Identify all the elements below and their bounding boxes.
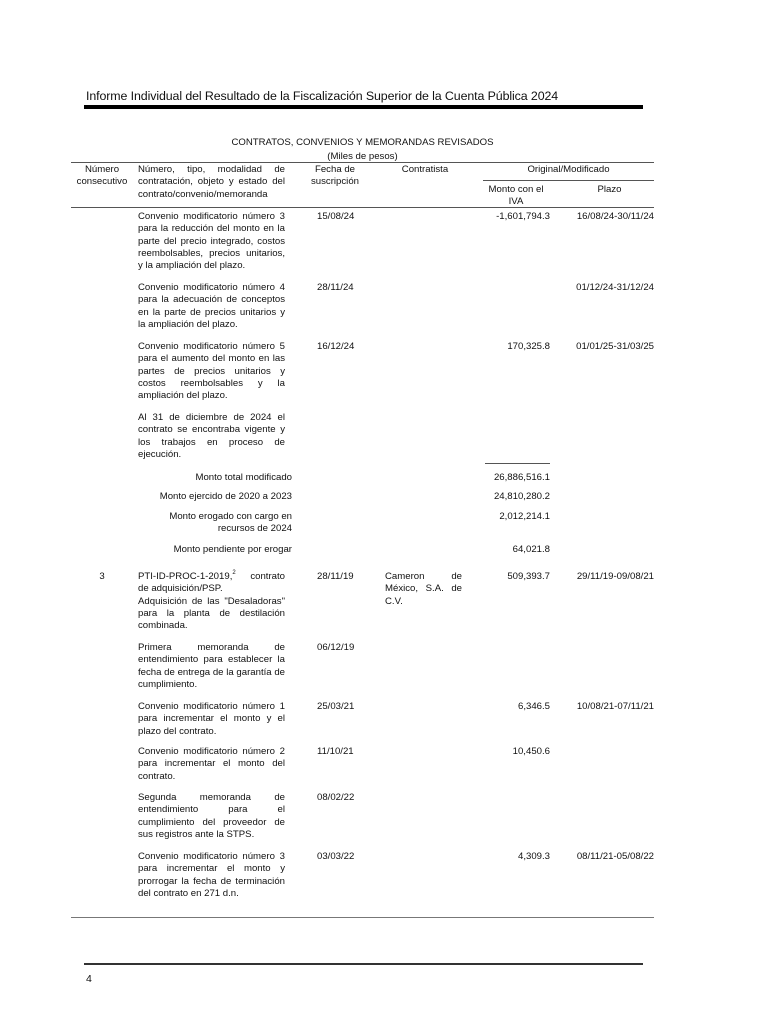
row-fecha: 08/02/22: [317, 792, 355, 803]
header-divider: [84, 105, 643, 109]
row-descripcion: [138, 571, 285, 632]
row-plazo: 01/01/25-31/03/25: [576, 341, 654, 352]
row-numero-consecutivo: 3: [99, 571, 105, 582]
total-monto: 64,021.8: [512, 544, 550, 555]
row-descripcion: Convenio modificatorio número 3 para incrementar el monto y prorrogar la fecha de terminación del contrato en 271 d.n.: [138, 851, 285, 899]
total-label: Monto erogado con cargo en recursos de 2024: [169, 511, 292, 535]
row-descripcion: Convenio modificatorio número 3 para la reducción del monto en la parte del precio integrado, costos reembolsables, precios unitarios, y la ampliación del plazo.: [138, 211, 285, 272]
row-plazo: 29/11/19-09/08/21: [576, 571, 654, 582]
row-fecha: 28/11/19: [317, 571, 354, 582]
row-monto: 170,325.8: [507, 341, 550, 352]
total-label: Monto ejercido de 2020 a 2023: [159, 491, 292, 502]
report-header-title: Informe Individual del Resultado de la Fiscalización Superior de la Cuenta Pública 2024: [86, 89, 559, 103]
col-header-monto: Monto con el IVA: [488, 184, 544, 208]
table-subtitle: (Miles de pesos): [327, 151, 398, 162]
contract-id-text: [138, 571, 285, 596]
col-header-descripcion: Número, tipo, modalidad de contratación, objeto y estado del contrato/convenio/memoranda: [138, 164, 285, 200]
total-label: Monto pendiente por erogar: [173, 544, 292, 555]
total-monto: 26,886,516.1: [493, 472, 550, 483]
row-plazo: 16/08/24-30/11/24: [576, 211, 654, 222]
table-top-rule: [71, 162, 654, 163]
table-bottom-rule: [71, 917, 654, 918]
total-monto: 2,012,214.1: [499, 511, 550, 522]
row-descripcion: Convenio modificatorio número 1 para incrementar el monto y el plazo del contrato.: [138, 701, 285, 737]
col-header-plazo: Plazo: [597, 184, 622, 195]
row-monto: 6,346.5: [517, 701, 550, 712]
col-header-original-modificado: Original/Modificado: [527, 164, 610, 175]
row-monto: 509,393.7: [507, 571, 550, 582]
contract-type: contrato de adquisición/PSP.: [138, 571, 285, 595]
footnote-marker: 2: [232, 570, 236, 576]
row-monto: 10,450.6: [512, 746, 550, 757]
row-monto: 4,309.3: [517, 851, 550, 862]
row-plazo: 10/08/21-07/11/21: [576, 701, 654, 712]
row-descripcion: Convenio modificatorio número 2 para incrementar el monto del contrato.: [138, 746, 285, 782]
row-fecha: 28/11/24: [317, 282, 354, 293]
row-fecha: 11/10/21: [317, 746, 354, 757]
total-label: Monto total modificado: [195, 472, 292, 483]
contract-object: Adquisición de las "Desaladoras" para la planta de destilación combinada.: [138, 595, 285, 632]
row-contratista: Cameron de México, S.A. de C.V.: [385, 571, 462, 607]
row-descripcion: Convenio modificatorio número 4 para la adecuación de conceptos en la parte de precios unitarios y la ampliación del plazo.: [138, 282, 285, 330]
col-header-contratista: Contratista: [401, 164, 449, 175]
row-descripcion: Primera memoranda de entendimiento para establecer la fecha de entrega de la garantía de cumplimiento.: [138, 642, 285, 690]
row-plazo: 01/12/24-31/12/24: [576, 282, 654, 293]
sum-rule: [485, 463, 550, 464]
col-header-numero-consecutivo: Número consecutivo: [76, 164, 128, 188]
row-monto: -1,601,794.3: [496, 211, 550, 222]
table-header-bottom-rule: [71, 207, 654, 208]
table-title: CONTRATOS, CONVENIOS Y MEMORANDAS REVISADOS: [231, 137, 494, 148]
row-descripcion: Convenio modificatorio número 5 para el aumento del monto en las partes de precios unitarios y costos reembolsables y la ampliación del plazo.: [138, 341, 285, 402]
row-fecha: 03/03/22: [317, 851, 355, 862]
row-descripcion: Al 31 de diciembre de 2024 el contrato se encontraba vigente y los trabajos en proceso de ejecución.: [138, 412, 285, 460]
total-monto: 24,810,280.2: [493, 491, 550, 502]
contract-id: PTI-ID-PROC-1-2019,: [138, 571, 233, 582]
footer-divider: [84, 963, 643, 965]
row-plazo: 08/11/21-05/08/22: [576, 851, 654, 862]
page-number: 4: [86, 973, 92, 985]
col-header-fecha: Fecha de suscripción: [311, 164, 359, 188]
original-modificado-rule: [483, 180, 654, 181]
row-fecha: 16/12/24: [317, 341, 355, 352]
row-fecha: 06/12/19: [317, 642, 355, 653]
row-descripcion: Segunda memoranda de entendimiento para el cumplimiento del proveedor de sus registros ante la STPS.: [138, 792, 285, 840]
row-fecha: 15/08/24: [317, 211, 355, 222]
row-fecha: 25/03/21: [317, 701, 355, 712]
